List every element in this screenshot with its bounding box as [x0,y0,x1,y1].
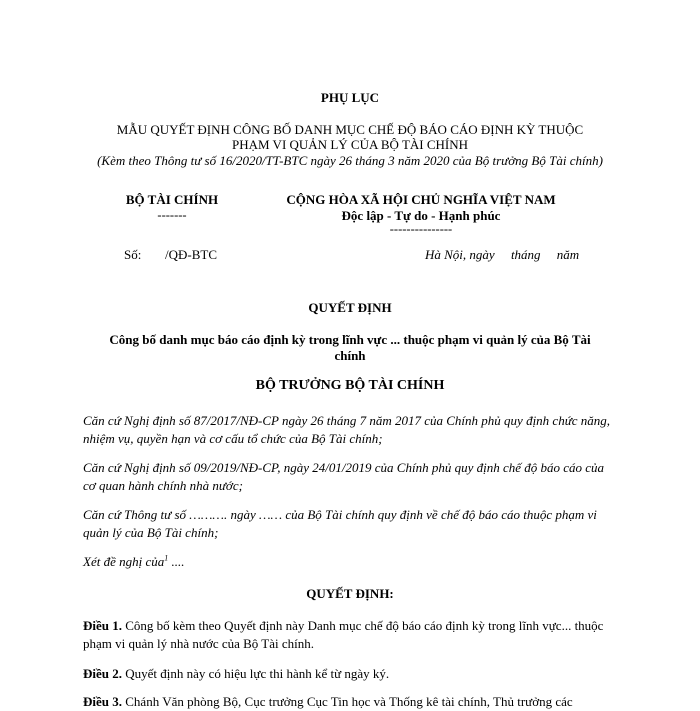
agency-rule: ------- [157,208,187,222]
country-name: CỘNG HÒA XÃ HỘI CHỦ NGHĨA VIỆT NAM [286,192,556,207]
article-2-text: Quyết định này có hiệu lực thi hành kể từ ngày ký. [122,666,390,681]
subject-line-2: chính [334,348,366,363]
article-3-label: Điều 3. [83,694,122,709]
legal-basis-2: Căn cứ Nghị định số 09/2019/NĐ-CP, ngày 24/01/2019 của Chính phủ quy định chế độ báo cáo của cơ quan hành chính nhà nước; [83,460,605,493]
appendix-title: PHỤ LỤC [320,90,380,105]
proposal-text: Xét đề nghị của [83,554,165,569]
article-3 [83,693,613,709]
article-3-text: Chánh Văn phòng Bộ, Cục trưởng Cục Tin học và Thống kê tài chính, Thủ trưởng các [122,694,573,709]
article-1-text: Công bố kèm theo Quyết định này Danh mục chế độ báo cáo định kỳ trong lĩnh vực... thuộc phạm vi quản lý nhà nước của Bộ Tài chính. [83,618,604,651]
decides-heading: QUYẾT ĐỊNH: [306,586,394,601]
authority-title: BỘ TRƯỞNG BỘ TÀI CHÍNH [255,378,445,393]
attached-note: (Kèm theo Thông tư số 16/2020/TT-BTC ngày 26 tháng 3 năm 2020 của Bộ trưởng Bộ Tài chính) [97,153,603,168]
national-motto: Độc lập - Tự do - Hạnh phúc [341,208,501,223]
proposal-tail: .... [168,554,185,569]
number-label: Số: [124,247,142,262]
place-date: Hà Nội, ngày tháng năm [425,247,580,262]
proposal-line [83,553,613,571]
motto-rule: --------------- [389,222,453,236]
article-2-label: Điều 2. [83,666,122,681]
number-suffix: /QĐ-BTC [165,247,217,262]
article-2 [83,665,613,683]
agency-name: BỘ TÀI CHÍNH [125,192,219,207]
legal-basis-1: Căn cứ Nghị định số 87/2017/NĐ-CP ngày 26 tháng 7 năm 2017 của Chính phủ quy định chức năng, nhiệm vụ, quyền hạn và cơ cấu tổ chức của Bộ Tài chính; [83,413,611,446]
form-title-line-2: PHẠM VI QUẢN LÝ CỦA BỘ TÀI CHÍNH [231,137,469,152]
article-1-label: Điều 1. [83,618,122,633]
subject-line-1: Công bố danh mục báo cáo định kỳ trong lĩnh vực ... thuộc phạm vi quản lý của Bộ Tài [109,332,591,347]
legal-basis-3: Căn cứ Thông tư số ………. ngày …… của Bộ Tài chính quy định về chế độ báo cáo thuộc phạm vi quản lý của Bộ Tài chính; [83,507,597,540]
article-1 [83,617,613,653]
decision-title: QUYẾT ĐỊNH [308,300,392,315]
form-title-line-1: MẪU QUYẾT ĐỊNH CÔNG BỐ DANH MỤC CHẾ ĐỘ BÁO CÁO ĐỊNH KỲ THUỘC [116,122,584,137]
footnote-marker: 1 [164,553,169,563]
